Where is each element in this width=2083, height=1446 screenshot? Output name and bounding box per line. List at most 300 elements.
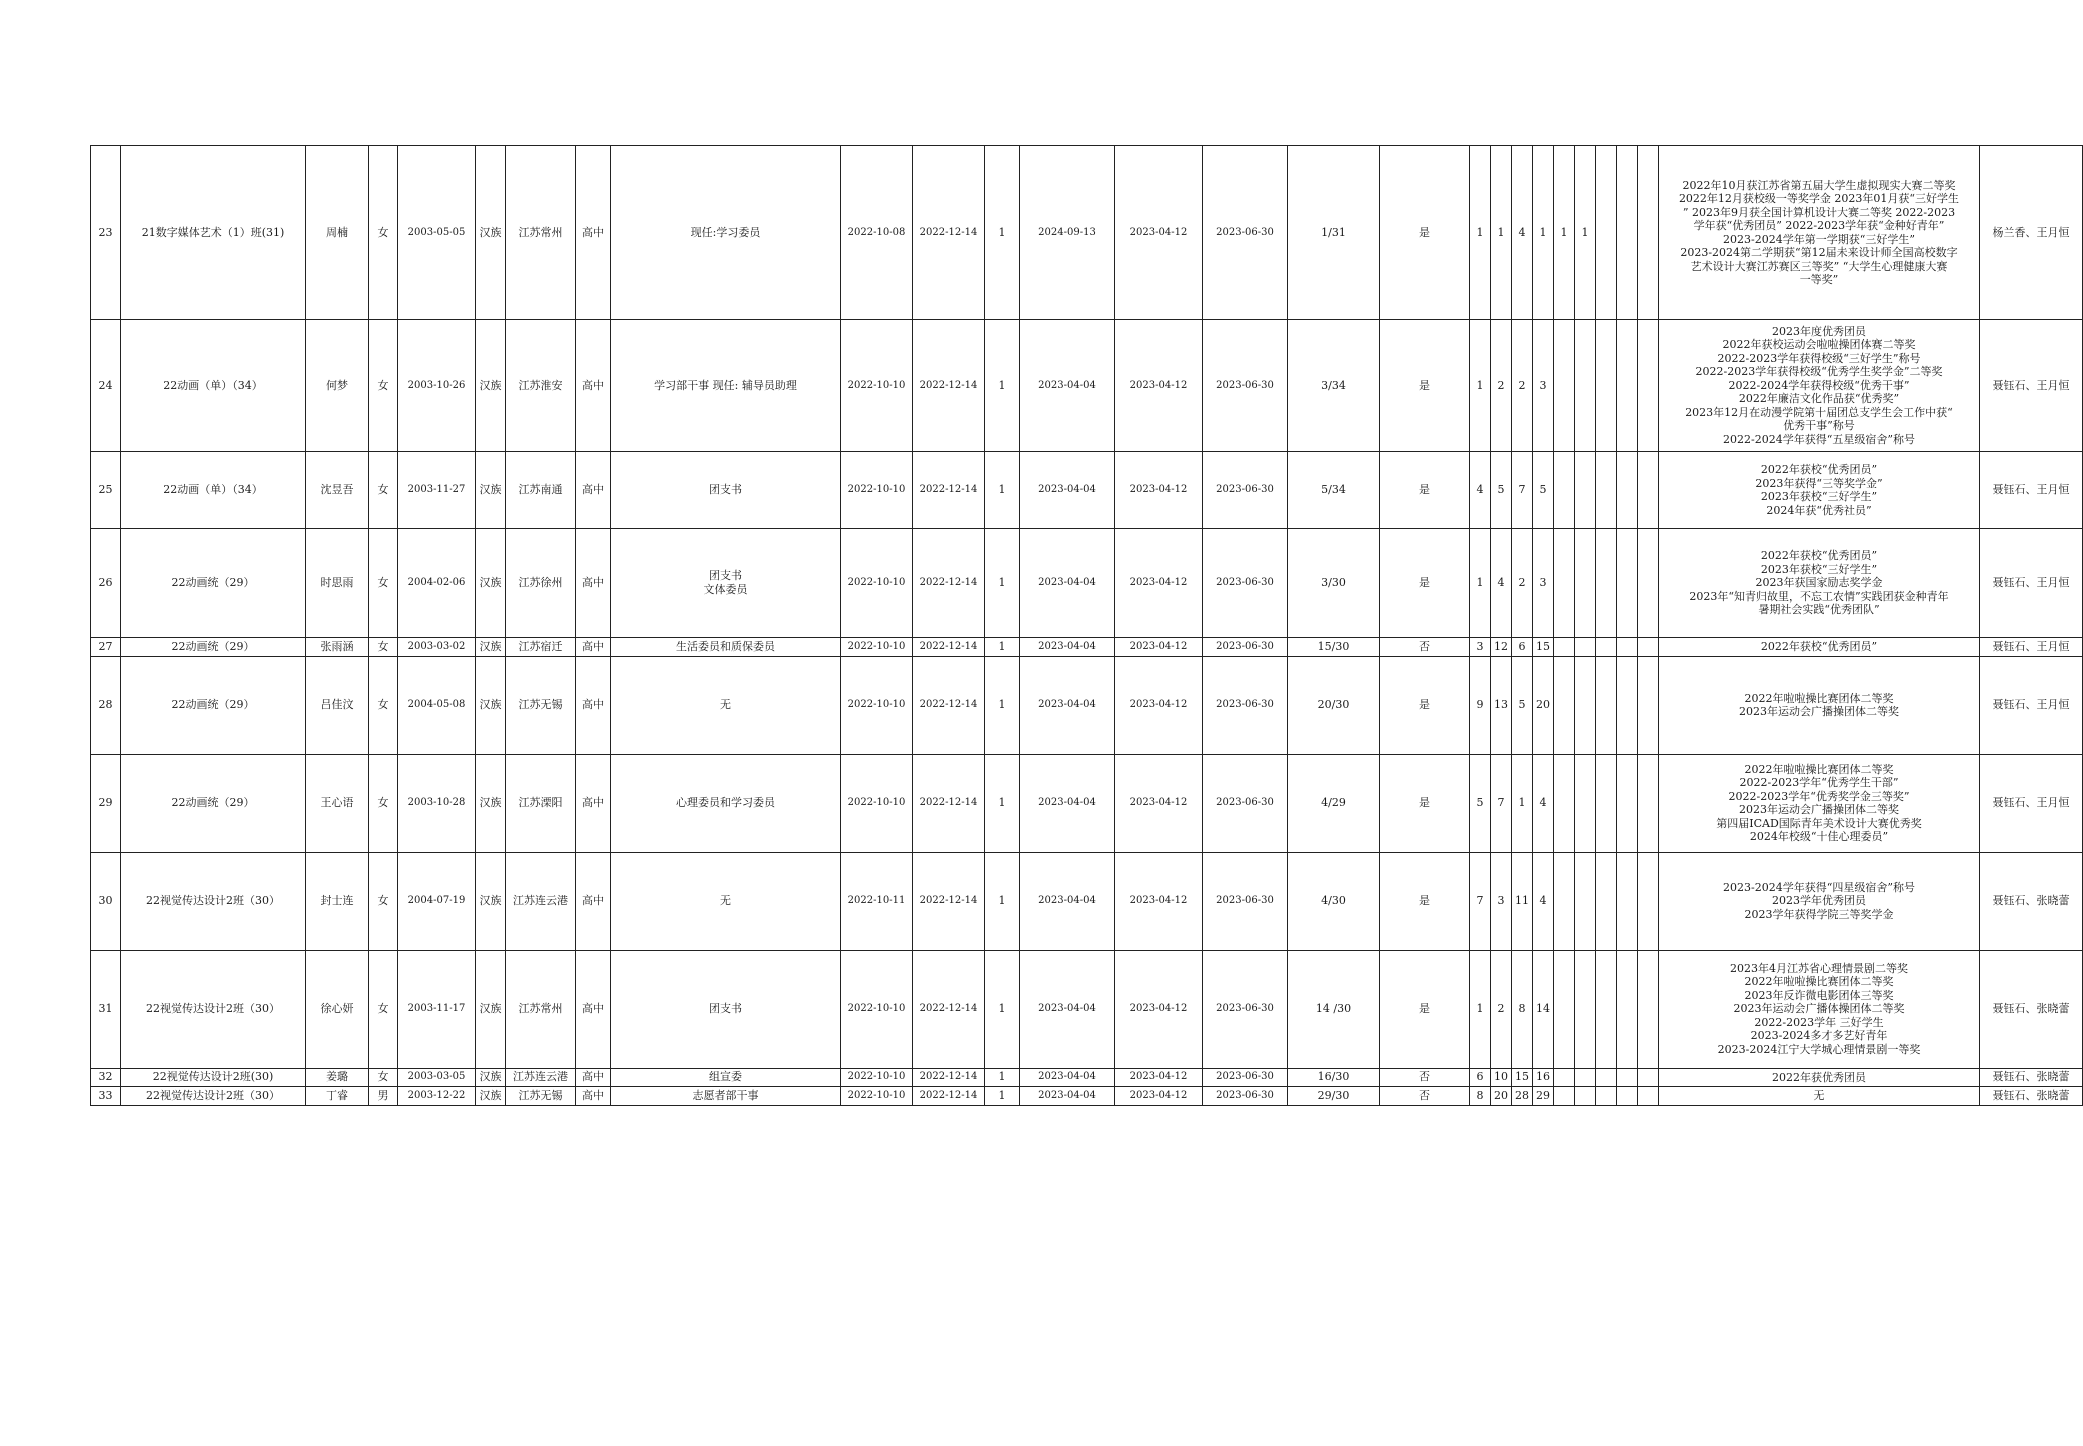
cell-gender: 男 (369, 1087, 398, 1106)
cell-education: 高中 (576, 1087, 611, 1106)
cell-origin: 江苏南通 (506, 452, 576, 529)
award-line: 2022-2024学年获得“五星级宿舍”称号 (1723, 432, 1915, 446)
cell-class: 22视觉传达设计2班（30） (121, 950, 306, 1068)
cell-score-2: 4 (1491, 529, 1512, 638)
cell-date4: 2023-04-12 (1115, 754, 1203, 852)
cell-birth: 2003-11-17 (398, 950, 476, 1068)
cell-count: 1 (985, 754, 1020, 852)
cell-score-2: 5 (1491, 452, 1512, 529)
cell-score-2: 20 (1491, 1087, 1512, 1106)
cell-score-5 (1554, 452, 1575, 529)
cell-date1: 2022-10-10 (841, 754, 913, 852)
cell-score-7 (1596, 950, 1617, 1068)
cell-position (611, 529, 841, 638)
cell-date4: 2023-04-12 (1115, 452, 1203, 529)
cell-no: 31 (91, 950, 121, 1068)
cell-date1: 2022-10-10 (841, 656, 913, 754)
cell-referrers: 聂钰石、王月恒 (1980, 320, 2083, 452)
cell-no: 26 (91, 529, 121, 638)
cell-birth: 2003-11-27 (398, 452, 476, 529)
cell-position: 无 (611, 656, 841, 754)
award-line: 2023年获国家励志奖学金 (1755, 576, 1883, 590)
cell-ethnicity: 汉族 (476, 1087, 506, 1106)
cell-score-4: 3 (1533, 320, 1554, 452)
cell-passed: 是 (1380, 320, 1470, 452)
award-line: 2022-2023学年获得校级“优秀学生奖学金”二等奖 (1695, 365, 1943, 379)
award-line: 2023-2024学年第一学期获“三好学生” (1723, 232, 1915, 246)
cell-rank: 14 /30 (1288, 950, 1380, 1068)
cell-score-1: 1 (1470, 146, 1491, 320)
award-line: 无 (1813, 1089, 1825, 1102)
cell-referrers: 聂钰石、王月恒 (1980, 452, 2083, 529)
cell-score-3: 28 (1512, 1087, 1533, 1106)
cell-score-6 (1575, 529, 1596, 638)
cell-score-6 (1575, 1068, 1596, 1087)
table-row (91, 638, 2083, 657)
cell-rank: 16/30 (1288, 1068, 1380, 1087)
cell-score-3: 1 (1512, 754, 1533, 852)
cell-origin: 江苏连云港 (506, 852, 576, 950)
award-line: 2023学年获得学院三等奖学金 (1744, 907, 1894, 921)
award-line: 2022-2023学年 三好学生 (1754, 1015, 1884, 1029)
cell-score-9 (1638, 656, 1659, 754)
cell-date2: 2022-12-14 (913, 146, 985, 320)
cell-date2: 2022-12-14 (913, 950, 985, 1068)
award-line: 2023年运动会广播操团体二等奖 (1739, 803, 1899, 816)
cell-date4: 2023-04-12 (1115, 950, 1203, 1068)
cell-date4: 2023-04-12 (1115, 656, 1203, 754)
cell-score-5 (1554, 638, 1575, 657)
cell-awards (1659, 950, 1980, 1068)
cell-date5: 2023-06-30 (1203, 950, 1288, 1068)
cell-date3: 2023-04-04 (1020, 950, 1115, 1068)
award-line: 一等奖” (1799, 273, 1839, 286)
cell-ethnicity: 汉族 (476, 146, 506, 320)
cell-gender: 女 (369, 452, 398, 529)
cell-awards (1659, 1087, 1980, 1106)
cell-awards (1659, 320, 1980, 452)
award-line: 2023年反诈微电影团体三等奖 (1744, 988, 1894, 1002)
table-row (91, 1087, 2083, 1106)
cell-ethnicity: 汉族 (476, 638, 506, 657)
cell-score-6 (1575, 638, 1596, 657)
cell-date3: 2024-09-13 (1020, 146, 1115, 320)
cell-date5: 2023-06-30 (1203, 452, 1288, 529)
cell-score-5 (1554, 656, 1575, 754)
cell-date5: 2023-06-30 (1203, 638, 1288, 657)
cell-ethnicity: 汉族 (476, 754, 506, 852)
cell-score-4: 16 (1533, 1068, 1554, 1087)
cell-position: 组宣委 (611, 1068, 841, 1087)
cell-date2: 2022-12-14 (913, 638, 985, 657)
cell-date1: 2022-10-10 (841, 950, 913, 1068)
cell-class: 22视觉传达设计2班(30) (121, 1068, 306, 1087)
cell-passed: 是 (1380, 529, 1470, 638)
cell-ethnicity: 汉族 (476, 320, 506, 452)
roster-sheet (90, 145, 2083, 1106)
cell-no: 29 (91, 754, 121, 852)
cell-date1: 2022-10-10 (841, 320, 913, 452)
cell-date1: 2022-10-10 (841, 1087, 913, 1106)
cell-birth: 2003-10-26 (398, 320, 476, 452)
cell-rank: 20/30 (1288, 656, 1380, 754)
cell-score-8 (1617, 852, 1638, 950)
cell-score-4: 4 (1533, 754, 1554, 852)
cell-score-5 (1554, 950, 1575, 1068)
table-row (91, 852, 2083, 950)
cell-no: 28 (91, 656, 121, 754)
award-line: 学年获“优秀团员” 2022-2023学年获“金种好青年” (1693, 219, 1945, 232)
cell-date4: 2023-04-12 (1115, 1087, 1203, 1106)
cell-passed: 是 (1380, 656, 1470, 754)
cell-referrers: 聂钰石、张晓蕾 (1980, 852, 2083, 950)
cell-education: 高中 (576, 452, 611, 529)
cell-no: 23 (91, 146, 121, 320)
cell-referrers: 聂钰石、王月恒 (1980, 656, 2083, 754)
award-line: 2022年廉洁文化作品获“优秀奖” (1738, 392, 1900, 406)
cell-score-4: 3 (1533, 529, 1554, 638)
award-line: 2022年获优秀团员 (1772, 1070, 1866, 1084)
cell-gender: 女 (369, 320, 398, 452)
cell-no: 24 (91, 320, 121, 452)
cell-date1: 2022-10-11 (841, 852, 913, 950)
cell-name: 时思雨 (306, 529, 369, 638)
cell-date4: 2023-04-12 (1115, 146, 1203, 320)
cell-score-7 (1596, 638, 1617, 657)
cell-position: 学习部干事 现任: 辅导员助理 (611, 320, 841, 452)
cell-referrers: 聂钰石、王月恒 (1980, 529, 2083, 638)
cell-score-3: 5 (1512, 656, 1533, 754)
cell-date3: 2023-04-04 (1020, 656, 1115, 754)
cell-score-8 (1617, 529, 1638, 638)
cell-score-2: 1 (1491, 146, 1512, 320)
cell-name: 何梦 (306, 320, 369, 452)
cell-date4: 2023-04-12 (1115, 1068, 1203, 1087)
cell-name: 吕佳汶 (306, 656, 369, 754)
cell-name: 封士连 (306, 852, 369, 950)
cell-awards (1659, 638, 1980, 657)
cell-education: 高中 (576, 852, 611, 950)
cell-score-4: 1 (1533, 146, 1554, 320)
cell-count: 1 (985, 529, 1020, 638)
cell-score-9 (1638, 852, 1659, 950)
cell-score-5 (1554, 754, 1575, 852)
cell-score-3: 7 (1512, 452, 1533, 529)
cell-score-1: 1 (1470, 529, 1491, 638)
cell-count: 1 (985, 146, 1020, 320)
position-line: 团支书 (709, 569, 742, 582)
cell-awards (1659, 754, 1980, 852)
cell-score-6: 1 (1575, 146, 1596, 320)
cell-awards (1659, 656, 1980, 754)
cell-name: 丁睿 (306, 1087, 369, 1106)
award-line: 2022-2023学年获得校级“三好学生”称号 (1717, 351, 1921, 365)
award-line: 艺术设计大赛江苏赛区三等奖” “大学生心理健康大赛 (1690, 259, 1948, 273)
cell-score-2: 2 (1491, 950, 1512, 1068)
table-row (91, 754, 2083, 852)
cell-rank: 3/34 (1288, 320, 1380, 452)
cell-score-4: 29 (1533, 1087, 1554, 1106)
award-line: 2022年获校“优秀团员” (1760, 463, 1878, 476)
cell-date5: 2023-06-30 (1203, 852, 1288, 950)
cell-birth: 2004-02-06 (398, 529, 476, 638)
cell-date3: 2023-04-04 (1020, 1068, 1115, 1087)
cell-origin: 江苏溧阳 (506, 754, 576, 852)
cell-education: 高中 (576, 320, 611, 452)
cell-score-8 (1617, 656, 1638, 754)
table-row (91, 320, 2083, 452)
cell-score-2: 3 (1491, 852, 1512, 950)
cell-date3: 2023-04-04 (1020, 529, 1115, 638)
cell-date5: 2023-06-30 (1203, 529, 1288, 638)
cell-score-7 (1596, 1087, 1617, 1106)
cell-ethnicity: 汉族 (476, 852, 506, 950)
cell-position: 生活委员和质保委员 (611, 638, 841, 657)
award-line: 2023学年优秀团员 (1772, 894, 1866, 908)
award-line: 优秀干事”称号 (1783, 419, 1855, 433)
cell-no: 25 (91, 452, 121, 529)
cell-gender: 女 (369, 529, 398, 638)
cell-score-4: 14 (1533, 950, 1554, 1068)
cell-origin: 江苏无锡 (506, 656, 576, 754)
cell-ethnicity: 汉族 (476, 452, 506, 529)
cell-class: 22动画（单）（34） (121, 320, 306, 452)
cell-rank: 1/31 (1288, 146, 1380, 320)
cell-score-1: 1 (1470, 320, 1491, 452)
cell-passed: 是 (1380, 754, 1470, 852)
cell-education: 高中 (576, 754, 611, 852)
cell-passed: 是 (1380, 452, 1470, 529)
award-line: 2022-2024学年获得校级“优秀干事” (1728, 378, 1910, 392)
award-line: 2023-2024学年获得“四星级宿舍”称号 (1723, 880, 1915, 894)
cell-education: 高中 (576, 146, 611, 320)
cell-gender: 女 (369, 950, 398, 1068)
cell-gender: 女 (369, 1068, 398, 1087)
cell-score-8 (1617, 754, 1638, 852)
cell-count: 1 (985, 452, 1020, 529)
cell-date1: 2022-10-10 (841, 529, 913, 638)
cell-awards (1659, 852, 1980, 950)
award-line: 2022年10月获江苏省第五届大学生虚拟现实大赛二等奖 (1682, 178, 1956, 192)
award-line: 2023年获校“三好学生” (1760, 562, 1878, 576)
cell-rank: 5/34 (1288, 452, 1380, 529)
cell-date2: 2022-12-14 (913, 1087, 985, 1106)
cell-rank: 4/29 (1288, 754, 1380, 852)
table-row (91, 950, 2083, 1068)
cell-ethnicity: 汉族 (476, 950, 506, 1068)
table-row (91, 452, 2083, 529)
cell-name: 张雨涵 (306, 638, 369, 657)
cell-score-3: 11 (1512, 852, 1533, 950)
cell-score-5 (1554, 320, 1575, 452)
cell-no: 27 (91, 638, 121, 657)
award-line: 2023年获得“三等奖学金” (1755, 476, 1883, 490)
cell-date1: 2022-10-08 (841, 146, 913, 320)
cell-position: 现任:学习委员 (611, 146, 841, 320)
cell-no: 32 (91, 1068, 121, 1087)
cell-birth: 2003-10-28 (398, 754, 476, 852)
table-row (91, 529, 2083, 638)
cell-score-6 (1575, 950, 1596, 1068)
cell-score-4: 15 (1533, 638, 1554, 657)
cell-referrers: 聂钰石、王月恒 (1980, 754, 2083, 852)
cell-score-3: 2 (1512, 320, 1533, 452)
cell-origin: 江苏徐州 (506, 529, 576, 638)
cell-date4: 2023-04-12 (1115, 852, 1203, 950)
cell-awards (1659, 452, 1980, 529)
cell-gender: 女 (369, 656, 398, 754)
cell-score-5 (1554, 529, 1575, 638)
cell-awards (1659, 146, 1980, 320)
cell-awards (1659, 529, 1980, 638)
cell-ethnicity: 汉族 (476, 529, 506, 638)
cell-position: 无 (611, 852, 841, 950)
award-line: 2023年度优秀团员 (1772, 324, 1866, 338)
cell-score-4: 20 (1533, 656, 1554, 754)
cell-count: 1 (985, 852, 1020, 950)
award-line: 2022年啦啦操比赛团体二等奖 (1744, 975, 1894, 989)
cell-score-6 (1575, 1087, 1596, 1106)
cell-passed: 否 (1380, 638, 1470, 657)
award-line: 2022-2023学年“优秀奖学金三等奖” (1728, 789, 1910, 803)
cell-date5: 2023-06-30 (1203, 320, 1288, 452)
cell-referrers: 聂钰石、张晓蕾 (1980, 1068, 2083, 1087)
cell-date2: 2022-12-14 (913, 852, 985, 950)
cell-score-8 (1617, 1087, 1638, 1106)
cell-name: 王心语 (306, 754, 369, 852)
cell-origin: 江苏连云港 (506, 1068, 576, 1087)
cell-score-9 (1638, 950, 1659, 1068)
cell-score-2: 12 (1491, 638, 1512, 657)
cell-score-9 (1638, 754, 1659, 852)
cell-position: 志愿者部干事 (611, 1087, 841, 1106)
cell-date2: 2022-12-14 (913, 1068, 985, 1087)
cell-date2: 2022-12-14 (913, 452, 985, 529)
cell-date3: 2023-04-04 (1020, 754, 1115, 852)
cell-score-7 (1596, 529, 1617, 638)
cell-date5: 2023-06-30 (1203, 1068, 1288, 1087)
cell-score-6 (1575, 320, 1596, 452)
cell-date2: 2022-12-14 (913, 754, 985, 852)
cell-date4: 2023-04-12 (1115, 529, 1203, 638)
cell-score-1: 4 (1470, 452, 1491, 529)
cell-score-8 (1617, 320, 1638, 452)
cell-count: 1 (985, 638, 1020, 657)
cell-birth: 2004-07-19 (398, 852, 476, 950)
cell-score-8 (1617, 452, 1638, 529)
cell-score-6 (1575, 754, 1596, 852)
table-row (91, 146, 2083, 320)
cell-class: 22动画统（29） (121, 529, 306, 638)
cell-score-1: 9 (1470, 656, 1491, 754)
cell-origin: 江苏常州 (506, 146, 576, 320)
award-line: 2023-2024江宁大学城心理情景剧一等奖 (1717, 1042, 1921, 1056)
cell-origin: 江苏无锡 (506, 1087, 576, 1106)
cell-class: 22动画统（29） (121, 656, 306, 754)
candidate-table (90, 145, 2083, 1106)
cell-score-9 (1638, 1068, 1659, 1087)
award-line: 2022年获校“优秀团员” (1760, 549, 1878, 563)
award-line: 2022年获校运动会啦啦操团体赛二等奖 (1722, 338, 1916, 352)
cell-birth: 2003-05-05 (398, 146, 476, 320)
cell-date2: 2022-12-14 (913, 320, 985, 452)
cell-score-1: 7 (1470, 852, 1491, 950)
cell-score-8 (1617, 146, 1638, 320)
award-line: 2023年获校“三好学生” (1760, 490, 1878, 503)
award-line: 2022年啦啦操比赛团体二等奖 (1744, 762, 1894, 776)
cell-score-6 (1575, 656, 1596, 754)
cell-date1: 2022-10-10 (841, 452, 913, 529)
award-line: 第四届ICAD国际青年美术设计大赛优秀奖 (1716, 816, 1922, 830)
cell-passed: 是 (1380, 950, 1470, 1068)
cell-passed: 否 (1380, 1068, 1470, 1087)
cell-score-6 (1575, 452, 1596, 529)
cell-date5: 2023-06-30 (1203, 146, 1288, 320)
cell-date3: 2023-04-04 (1020, 1087, 1115, 1106)
cell-ethnicity: 汉族 (476, 1068, 506, 1087)
cell-score-5 (1554, 1068, 1575, 1087)
award-line: 2023-2024第二学期获“第12届未来设计师全国高校数字 (1680, 246, 1958, 259)
cell-count: 1 (985, 656, 1020, 754)
cell-date5: 2023-06-30 (1203, 1087, 1288, 1106)
cell-score-1: 5 (1470, 754, 1491, 852)
cell-no: 33 (91, 1087, 121, 1106)
cell-awards (1659, 1068, 1980, 1087)
cell-score-3: 6 (1512, 638, 1533, 657)
cell-class: 22动画统（29） (121, 754, 306, 852)
cell-class: 21数字媒体艺术（1）班(31) (121, 146, 306, 320)
cell-score-9 (1638, 320, 1659, 452)
award-line: 2022-2023学年“优秀学生干部” (1739, 776, 1899, 789)
cell-class: 22视觉传达设计2班（30） (121, 1087, 306, 1106)
cell-score-2: 13 (1491, 656, 1512, 754)
cell-date3: 2023-04-04 (1020, 320, 1115, 452)
cell-class: 22视觉传达设计2班（30） (121, 852, 306, 950)
cell-passed: 是 (1380, 146, 1470, 320)
cell-date2: 2022-12-14 (913, 529, 985, 638)
cell-class: 22动画（单）（34） (121, 452, 306, 529)
cell-date4: 2023-04-12 (1115, 320, 1203, 452)
award-line: 2023年4月江苏省心理情景剧二等奖 (1730, 961, 1908, 975)
award-line: 2023年“知青归故里，不忘工农情”实践团获金种青年 (1689, 589, 1949, 603)
cell-score-7 (1596, 656, 1617, 754)
cell-score-9 (1638, 1087, 1659, 1106)
cell-score-8 (1617, 950, 1638, 1068)
cell-rank: 4/30 (1288, 852, 1380, 950)
cell-score-3: 4 (1512, 146, 1533, 320)
award-line: 2022年获校“优秀团员” (1760, 640, 1878, 653)
cell-name: 周楠 (306, 146, 369, 320)
table-row (91, 1068, 2083, 1087)
cell-score-5 (1554, 1087, 1575, 1106)
cell-score-1: 6 (1470, 1068, 1491, 1087)
cell-no: 30 (91, 852, 121, 950)
cell-score-7 (1596, 1068, 1617, 1087)
cell-score-8 (1617, 1068, 1638, 1087)
cell-passed: 否 (1380, 1087, 1470, 1106)
award-line: 2022年12月获校级一等奖学金 2023年01月获“三好学生 (1678, 192, 1960, 205)
cell-gender: 女 (369, 146, 398, 320)
award-line: 2023年运动会广播体操团体二等奖 (1733, 1002, 1905, 1016)
cell-score-9 (1638, 452, 1659, 529)
cell-position: 团支书 (611, 950, 841, 1068)
cell-origin: 江苏宿迁 (506, 638, 576, 657)
cell-score-1: 8 (1470, 1087, 1491, 1106)
cell-education: 高中 (576, 1068, 611, 1087)
award-line: 2023-2024多才多艺好青年 (1750, 1029, 1888, 1043)
cell-date3: 2023-04-04 (1020, 452, 1115, 529)
cell-score-9 (1638, 146, 1659, 320)
